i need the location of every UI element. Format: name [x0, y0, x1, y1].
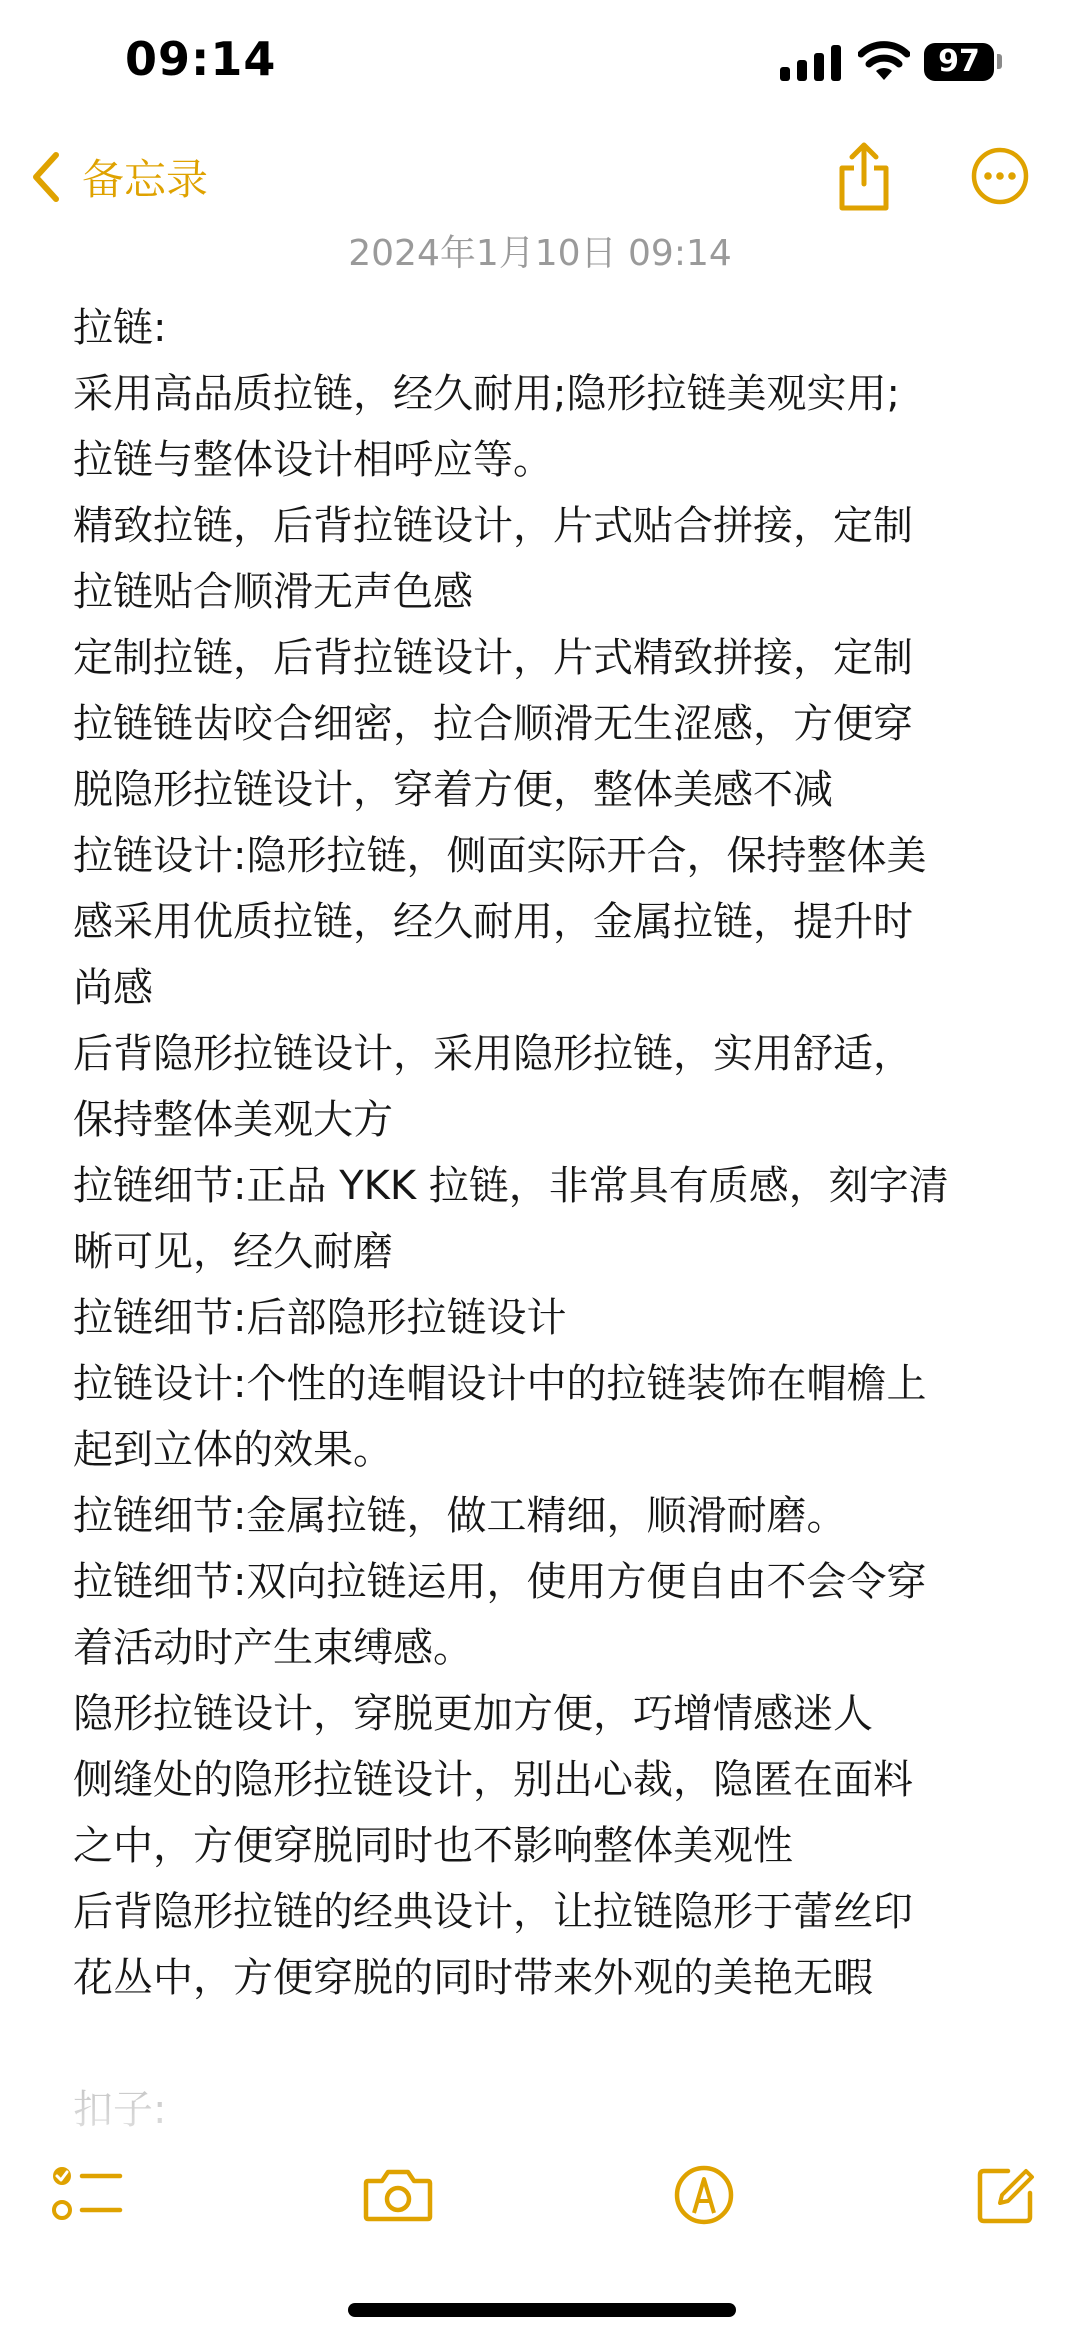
note-line: 拉链细节:正品 YKK 拉链，非常具有质感，刻字清 [73, 1163, 949, 1209]
note-line: 晰可见，经久耐磨 [73, 1229, 393, 1275]
note-line: 拉链细节:双向拉链运用，使用方便自由不会令穿 [73, 1559, 927, 1605]
note-line: 定制拉链，后背拉链设计，片式精致拼接，定制 [73, 635, 913, 681]
checklist-icon [50, 2162, 126, 2228]
markup-icon [672, 2163, 736, 2227]
battery-cap [997, 54, 1002, 69]
note-line: 感采用优质拉链，经久耐用，金属拉链，提升时 [73, 899, 913, 945]
cellular-signal-icon [780, 45, 842, 81]
note-line: 隐形拉链设计，穿脱更加方便，巧增情感迷人 [73, 1691, 873, 1737]
note-line: 花丛中，方便穿脱的同时带来外观的美艳无暇 [73, 1955, 873, 2001]
checklist-button[interactable] [48, 2155, 128, 2235]
more-options-icon[interactable] [970, 146, 1030, 206]
compose-icon [974, 2163, 1038, 2227]
back-button[interactable] [30, 142, 208, 212]
note-body[interactable] [73, 295, 1033, 2143]
note-line: 之中，方便穿脱同时也不影响整体美观性 [73, 1823, 793, 1869]
note-line: 拉链链齿咬合细密，拉合顺滑无生涩感，方便穿 [73, 701, 913, 747]
note-line: 拉链贴合顺滑无声色感 [73, 569, 473, 615]
wifi-icon [858, 40, 910, 82]
camera-button[interactable] [358, 2155, 438, 2235]
note-line: 后背隐形拉链的经典设计，让拉链隐形于蕾丝印 [73, 1889, 913, 1935]
note-line: 拉链细节:金属拉链，做工精细，顺滑耐磨。 [73, 1493, 847, 1539]
note-line: 侧缝处的隐形拉链设计，别出心裁，隐匿在面料 [73, 1757, 913, 1803]
note-line: 尚感 [73, 965, 153, 1011]
note-line: 拉链: [73, 305, 167, 351]
bottom-toolbar [0, 2155, 1080, 2245]
note-line: 精致拉链，后背拉链设计，片式贴合拼接，定制 [73, 503, 913, 549]
note-line: 拉链细节:后部隐形拉链设计 [73, 1295, 567, 1341]
status-time: 09:14 [125, 32, 277, 86]
nav-bar [0, 130, 1080, 240]
note-line: 采用高品质拉链，经久耐用;隐形拉链美观实用; [73, 371, 900, 417]
note-line: 保持整体美观大方 [73, 1097, 393, 1143]
home-indicator [348, 2303, 736, 2317]
note-line: 后背隐形拉链设计，采用隐形拉链，实用舒适， [73, 1031, 913, 1077]
note-line: 脱隐形拉链设计，穿着方便，整体美感不减 [73, 767, 833, 813]
note-line: 拉链设计:个性的连帽设计中的拉链装饰在帽檐上 [73, 1361, 927, 1407]
compose-button[interactable] [966, 2155, 1046, 2235]
back-button-label: 备忘录 [82, 155, 209, 204]
share-icon[interactable] [832, 140, 896, 212]
note-date: 2024年1月10日 09:14 [348, 233, 732, 274]
markup-button[interactable] [664, 2155, 744, 2235]
chevron-left-icon [30, 151, 62, 203]
battery-icon: 97 [924, 43, 994, 81]
note-line: 起到立体的效果。 [73, 1427, 393, 1473]
note-line: 拉链设计:隐形拉链，侧面实际开合，保持整体美 [73, 833, 927, 879]
note-line [73, 2011, 1033, 2077]
note-line: 着活动时产生束缚感。 [73, 1625, 473, 1671]
note-line: 拉链与整体设计相呼应等。 [73, 437, 553, 483]
status-bar [0, 0, 1080, 130]
camera-icon [362, 2165, 434, 2225]
